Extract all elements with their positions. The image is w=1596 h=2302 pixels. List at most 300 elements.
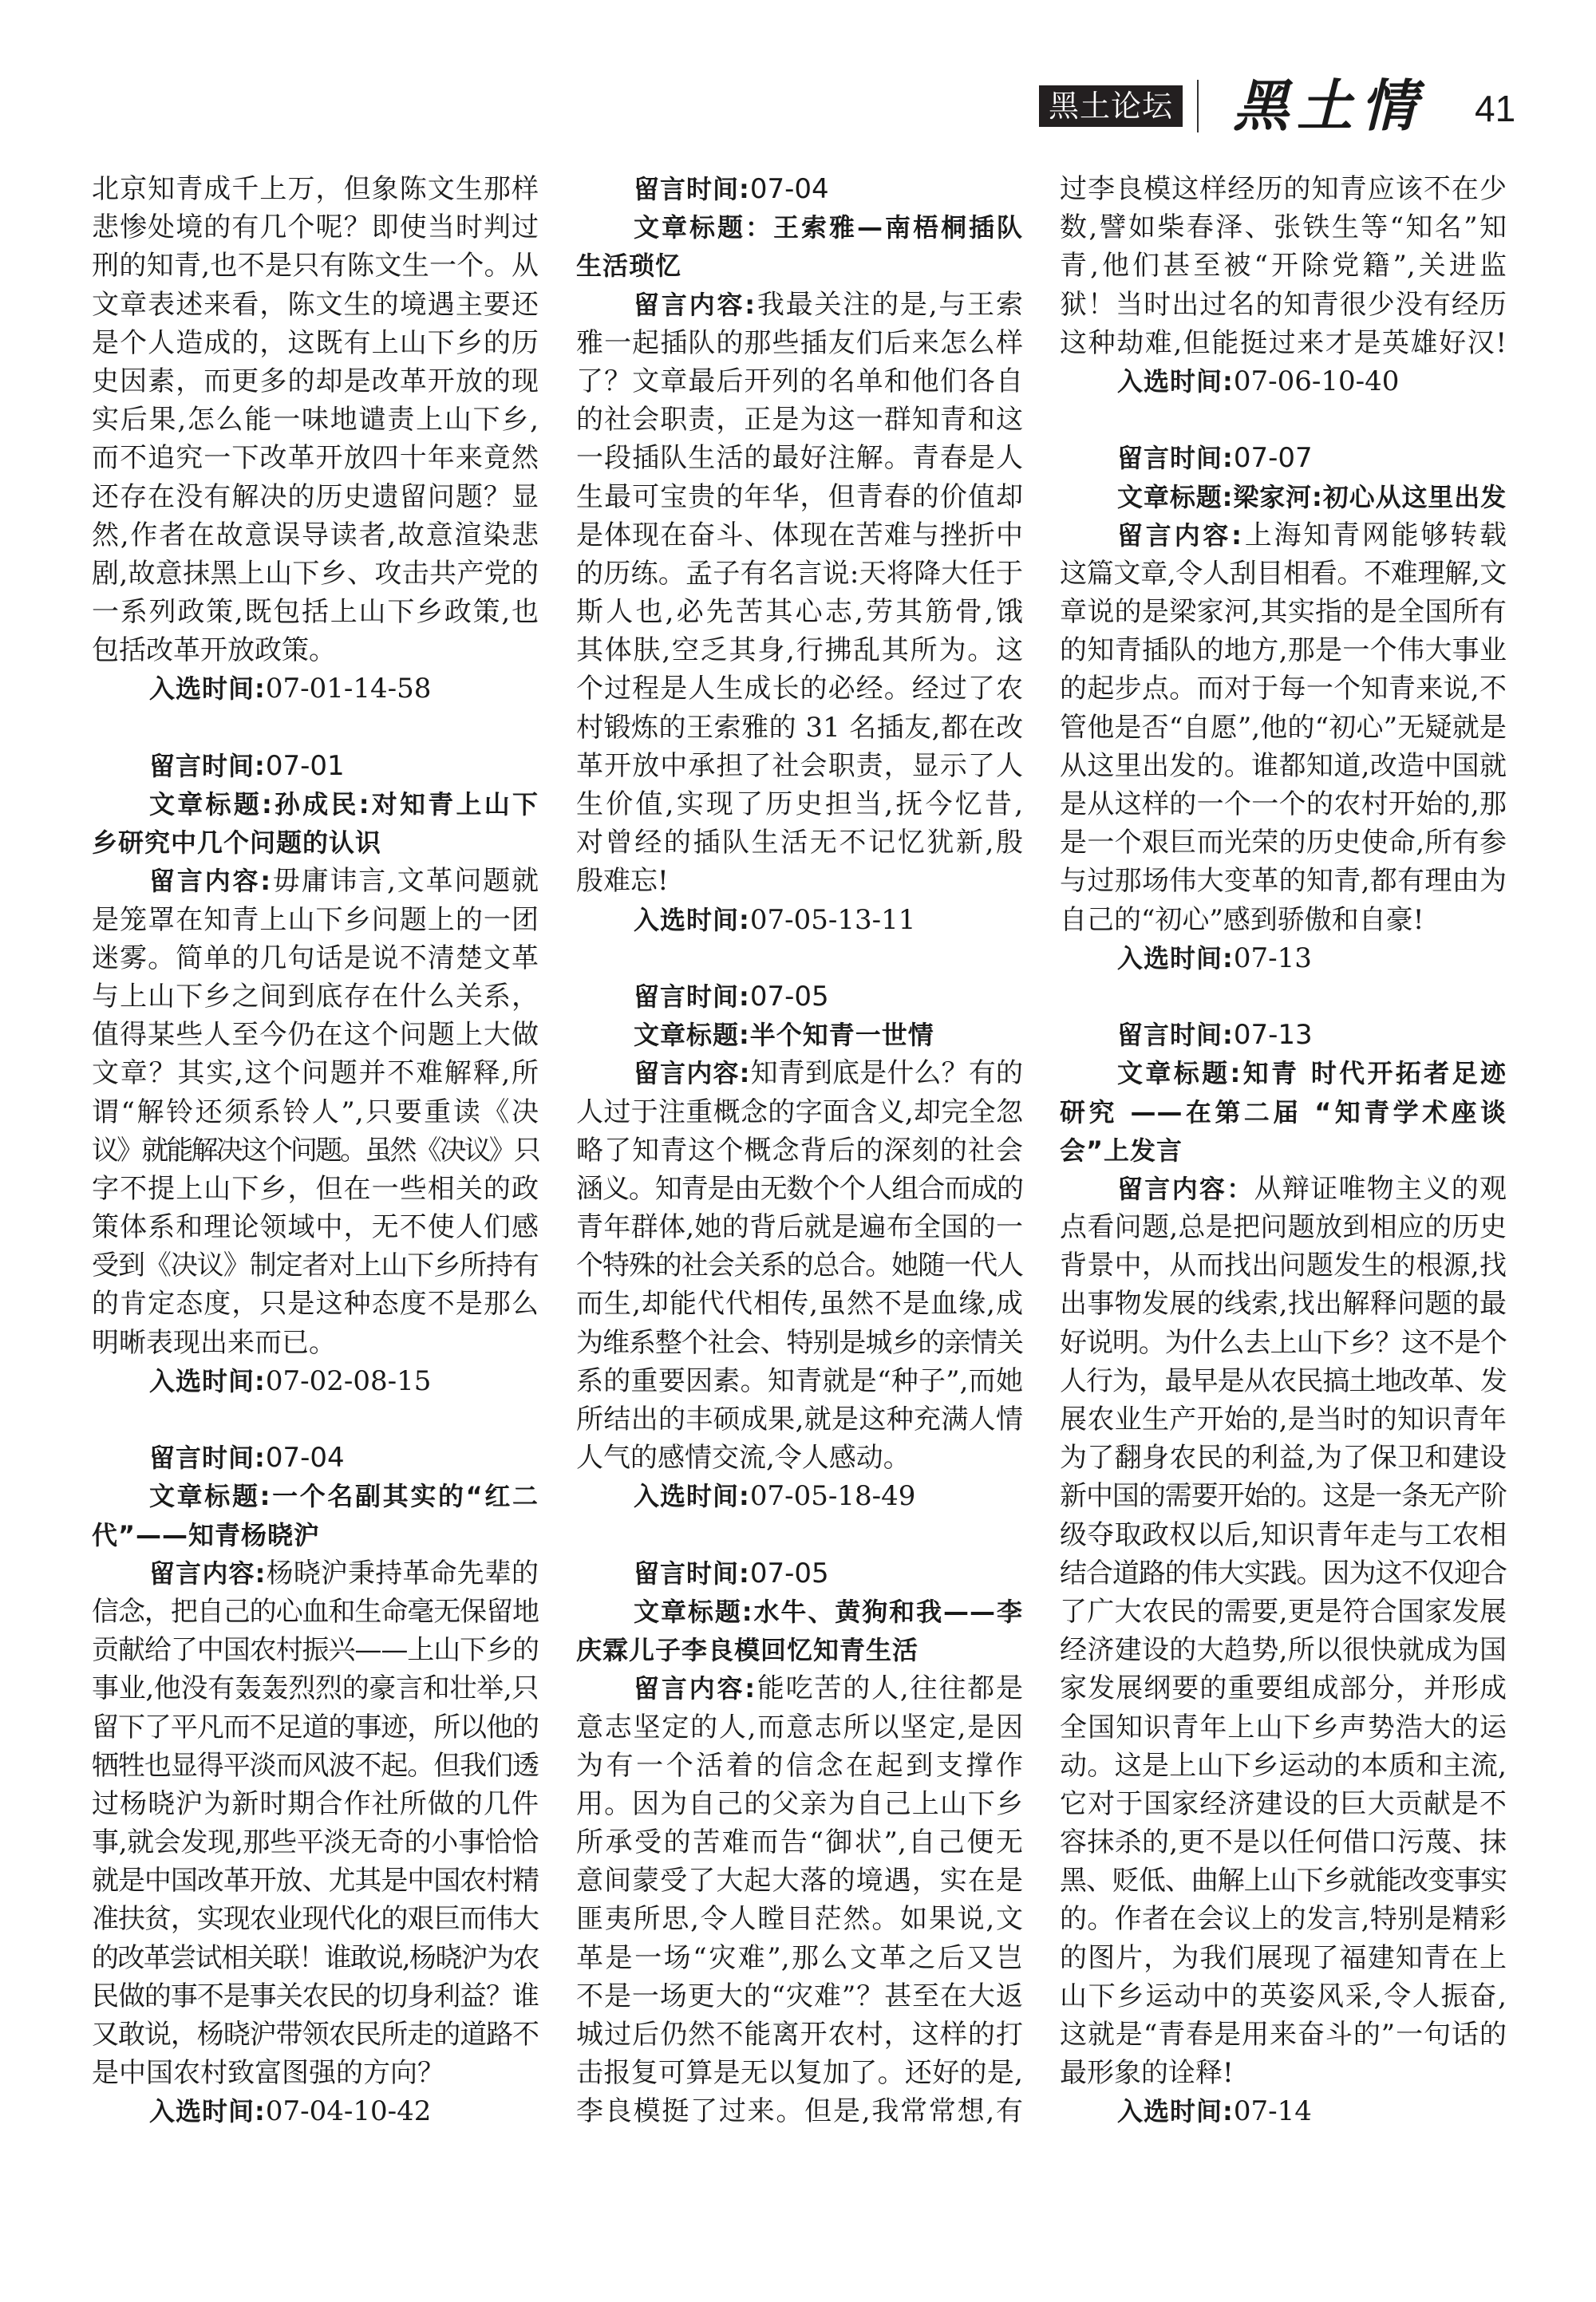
line-text: 谓“解铃还须系铃人”,只要重读《决 (92, 1096, 539, 1128)
line-text: 文章标题:知青 时代开拓者足迹 (1117, 1058, 1507, 1089)
body-line (576, 1977, 1023, 2016)
line-text: 所结出的丰硕成果,就是这种充满人情 (576, 1404, 1023, 1435)
field-value: 毋庸讳言,文革问题就 (271, 865, 539, 898)
field-value: 我最关注的是,与王索 (756, 288, 1023, 321)
line-text: 的肯定态度，只是这种态度不是那么 (92, 1288, 539, 1321)
body-line (576, 439, 1023, 477)
body-line (92, 901, 539, 939)
body-line (92, 439, 539, 477)
field-value: 07-13 (1233, 942, 1312, 974)
line-text: 民做的事不是事关农民的切身利益？谁 (92, 1980, 539, 2012)
line-text: 狱！当时出过名的知青很少没有经历 (1060, 288, 1507, 321)
line-text: 了？文章最后开列的名单和他们各自 (576, 365, 1023, 397)
line-text: 一系列政策,既包括上山下乡政策,也 (92, 596, 539, 629)
field-label: 留言内容: (149, 1558, 267, 1589)
body-line (576, 631, 1023, 669)
field-label: 留言内容: (634, 1673, 757, 1704)
line-text: 事业,他没有轰轰烈烈的豪言和壮举,只 (92, 1672, 539, 1705)
line-text: 全国知识青年上山下乡声势浩大的运 (1060, 1711, 1507, 1743)
body-line (576, 1439, 1023, 1477)
body-line (576, 362, 1023, 401)
body-line (92, 478, 539, 516)
body-line (92, 1054, 539, 1092)
line-text: 用。因为自己的父亲为自己上山下乡 (576, 1787, 1023, 1820)
line-text: 与过那场伟大变革的知青,都有理由为 (1060, 865, 1507, 898)
spacer (92, 1400, 539, 1439)
meta-line (1060, 939, 1507, 977)
body-line (1060, 1400, 1507, 1439)
line-text: 略了知青这个概念背后的深刻的社会 (576, 1134, 1023, 1167)
field-value: 能吃苦的人,往往都是 (756, 1672, 1023, 1705)
line-text: 乡研究中几个问题的认识 (92, 827, 382, 859)
line-text: 容抹杀的,更不是以任何借口污蔑、抹 (1060, 1826, 1507, 1859)
line-text: 贡献给了中国农村振兴——上山下乡的 (92, 1634, 539, 1667)
body-line (92, 1554, 539, 1593)
line-text: 其体肤,空乏其身,行拂乱其所为。这 (576, 634, 1023, 667)
body-line (1060, 2054, 1507, 2092)
body-line (576, 1285, 1023, 1323)
body-line (576, 1708, 1023, 1747)
line-text: 山下乡运动中的英姿风采,令人振奋, (1060, 1980, 1507, 2012)
meta-line (1060, 1016, 1507, 1054)
body-line (1060, 1862, 1507, 1900)
line-text: 结合道路的伟大实践。因为这不仅迎合 (1060, 1557, 1507, 1589)
line-text: 这就是“青春是用来奋斗的”一句话的 (1060, 2019, 1507, 2051)
body-line (92, 1939, 539, 1977)
body-line (92, 862, 539, 900)
body-line (92, 1747, 539, 1785)
line-text: 明晰表现出来而已。 (92, 1326, 336, 1359)
body-line (92, 516, 539, 555)
body-line (92, 555, 539, 593)
line-text: 会”上发言 (1060, 1135, 1183, 1166)
field-value: 07-13 (1233, 1019, 1313, 1052)
line-text: 的起步点。而对于每一个知青来说,不 (1060, 673, 1507, 705)
line-text: 还存在没有解决的历史遗留问题？显 (92, 480, 539, 513)
line-text: 文章表述来看，陈文生的境遇主要还 (92, 288, 539, 321)
line-text: 文章标题:孙成民:对知青上山下 (149, 789, 539, 819)
field-label: 入选时间: (634, 904, 750, 935)
field-label: 入选时间: (1117, 2096, 1234, 2127)
line-text: 生价值,实现了历史担当,抚今忆昔, (576, 788, 1023, 820)
line-text: 就是中国改革开放、尤其是中国农村精 (92, 1865, 539, 1897)
article-title-line (1060, 478, 1507, 516)
line-text: 为维系整个社会、特别是城乡的亲情关 (576, 1326, 1023, 1359)
body-line (576, 1362, 1023, 1400)
field-value: 07-01-14-58 (265, 673, 432, 705)
line-text: 一段插队生活的最好注解。青春是人 (576, 442, 1023, 475)
line-text: 为有一个活着的信念在起到支撑作 (576, 1749, 1023, 1782)
field-label: 留言内容： (1117, 1173, 1254, 1204)
line-text: 意志坚定的人,而意志所以坚定,是因 (576, 1711, 1023, 1743)
line-text: 文章？其实,这个问题并不难解释,所 (92, 1057, 539, 1090)
line-text: 的历练。孟子有名言说:天将降大任于 (576, 557, 1023, 590)
line-text: 议》就能解决这个问题。虽然《决议》只 (92, 1134, 539, 1167)
body-line (92, 1785, 539, 1823)
text-column-2 (576, 170, 1023, 2131)
line-text: 与上山下乡之间到底存在什么关系， (92, 980, 539, 1013)
body-line (576, 555, 1023, 593)
body-line (576, 785, 1023, 823)
body-line (576, 709, 1023, 747)
body-line (1060, 1939, 1507, 1977)
line-text: 而生,却能代代相传,虽然不是血缘,成 (576, 1288, 1023, 1321)
body-line (92, 1593, 539, 1631)
line-text: 管他是否“自愿”,他的“初心”无疑就是 (1060, 711, 1507, 744)
article-title-line (576, 1016, 1023, 1054)
body-line (92, 1016, 539, 1054)
line-text: 人过于注重概念的字面含义,却完全忽 (576, 1096, 1023, 1128)
field-label: 留言时间: (634, 981, 750, 1012)
body-line (576, 1900, 1023, 1938)
body-line (1060, 1362, 1507, 1400)
meta-line (1060, 362, 1507, 401)
line-text: 文章标题:梁家河:初心从这里出发 (1117, 481, 1507, 512)
line-text: 意间蒙受了大起大落的境遇，实在是 (576, 1865, 1023, 1897)
line-text: 剧,故意抹黑上山下乡、攻击共产党的 (92, 557, 539, 590)
body-line (92, 1324, 539, 1362)
line-text: 留下了平凡而不足道的事迹，所以他的 (92, 1711, 539, 1743)
body-line (1060, 1439, 1507, 1477)
line-text: 个特殊的社会关系的总合。她随一代人 (576, 1250, 1023, 1282)
body-line (576, 823, 1023, 862)
body-line (576, 401, 1023, 439)
article-title-line (92, 1477, 539, 1515)
line-text: 牺牲也显得平淡而风波不起。但我们透 (92, 1749, 539, 1782)
body-line (1060, 1900, 1507, 1938)
line-text: 文章标题：王索雅—南梧桐插队 (634, 212, 1023, 243)
spacer (92, 709, 539, 747)
line-text: 文章标题:一个名副其实的“红二 (149, 1481, 539, 1512)
body-line (92, 1093, 539, 1131)
body-line (1060, 1477, 1507, 1515)
field-label: 留言内容: (1117, 519, 1242, 551)
body-line (1060, 1246, 1507, 1285)
line-text: 青年群体,她的背后就是遍布全国的一 (576, 1211, 1023, 1244)
body-line (1060, 555, 1507, 593)
body-line (1060, 516, 1507, 555)
body-line (576, 1939, 1023, 1977)
body-line (576, 1131, 1023, 1170)
field-value: 杨晓沪秉持革命先辈的 (266, 1557, 539, 1589)
line-text: 城过后仍然不能离开农村，这样的打 (576, 2019, 1023, 2051)
body-line (92, 170, 539, 208)
line-text: 经济建设的大趋势,所以很快就成为国 (1060, 1634, 1507, 1667)
body-line (1060, 1708, 1507, 1747)
body-line (92, 208, 539, 247)
line-text: 又敢说，杨晓沪带领农民所走的道路不 (92, 2019, 539, 2051)
article-title-line (1060, 1131, 1507, 1170)
article-title-line (576, 247, 1023, 285)
body-line (576, 1246, 1023, 1285)
spacer (576, 1516, 1023, 1554)
field-value: 07-05-13-11 (749, 903, 916, 936)
spacer (1060, 977, 1507, 1016)
line-text: 级夺取政权以后,知识青年走与工农相 (1060, 1518, 1507, 1551)
article-title-line (576, 1631, 1023, 1669)
body-line (92, 1708, 539, 1747)
line-text: 出事物发展的线索,找出解释问题的最 (1060, 1288, 1507, 1321)
line-text: 革是一场“灾难”,那么文革之后又岂 (576, 1941, 1023, 1974)
body-line (92, 247, 539, 285)
body-line (576, 478, 1023, 516)
body-line (1060, 823, 1507, 862)
body-line (1060, 1669, 1507, 1708)
line-text: 的图片，为我们展现了福建知青在上 (1060, 1941, 1507, 1974)
body-line (1060, 593, 1507, 631)
line-text: 自己的“初心”感到骄傲和自豪! (1060, 903, 1424, 936)
body-line (1060, 1208, 1507, 1246)
line-text: 青,他们甚至被“开除党籍”,关进监 (1060, 250, 1507, 282)
field-label: 留言内容: (149, 866, 272, 897)
body-line (1060, 1285, 1507, 1323)
field-label: 入选时间: (634, 1481, 750, 1512)
line-text: 不是一场更大的“灾难”？甚至在大返 (576, 1980, 1023, 2012)
line-text: 信念，把自己的心血和生命毫无保留地 (92, 1595, 539, 1628)
line-text: 革开放中承担了社会职责，显示了人 (576, 749, 1023, 782)
line-text: 动。这是上山下乡运动的本质和主流, (1060, 1749, 1507, 1782)
body-line (1060, 1785, 1507, 1823)
header-divider (1197, 80, 1199, 132)
article-title-line (92, 823, 539, 862)
body-line (576, 1093, 1023, 1131)
body-line (576, 1785, 1023, 1823)
line-text: 的改革尝试相关联！谁敢说,杨晓沪为农 (92, 1941, 539, 1974)
article-title-line (92, 1516, 539, 1554)
line-text: 这篇文章,令人刮目相看。不难理解,文 (1060, 557, 1507, 590)
line-text: 受到《决议》制定者对上山下乡所持有 (92, 1250, 539, 1282)
line-text: 章说的是梁家河,其实指的是全国所有 (1060, 596, 1507, 629)
line-text: 人行为，最早是从农民搞土地改革、发 (1060, 1364, 1507, 1397)
body-line (576, 669, 1023, 708)
body-line (1060, 1593, 1507, 1631)
article-title-line (1060, 1054, 1507, 1092)
line-text: 黑、贬低、曲解上山下乡就能改变事实 (1060, 1865, 1507, 1897)
text-column-3 (1060, 170, 1507, 2131)
line-text: 策体系和理论领域中，无不使人们感 (92, 1211, 539, 1244)
page-number: 41 (1475, 88, 1516, 129)
body-line (1060, 669, 1507, 708)
field-label: 留言时间: (1117, 1020, 1234, 1051)
line-text: 的知青插队的地方,那是一个伟大事业 (1060, 634, 1507, 667)
body-line (576, 1208, 1023, 1246)
body-line (92, 1900, 539, 1938)
meta-line (92, 2092, 539, 2130)
meta-line (576, 170, 1023, 208)
meta-line (576, 1554, 1023, 1593)
field-value: 07-04 (749, 173, 829, 205)
body-line (92, 977, 539, 1016)
body-line (92, 1631, 539, 1669)
text-column-1 (92, 170, 539, 2131)
line-text: 刑的知青,也不是只有陈文生一个。从 (92, 250, 539, 282)
body-line (92, 1977, 539, 2016)
field-label: 留言内容: (634, 1058, 751, 1089)
line-text: 事,就会发现,那些平淡无奇的小事恰恰 (92, 1826, 539, 1859)
body-line (576, 1669, 1023, 1708)
line-text: 准扶贫，实现农业现代化的艰巨而伟大 (92, 1903, 539, 1936)
line-text: 从这里出发的。谁都知道,改造中国就 (1060, 749, 1507, 782)
body-line (576, 2054, 1023, 2092)
body-line (576, 1823, 1023, 1862)
body-line (92, 1131, 539, 1170)
field-value: 07-04 (265, 1442, 345, 1475)
body-line (92, 593, 539, 631)
line-text: 个过程是人生成长的必经。经过了农 (576, 673, 1023, 705)
line-text: 李良模挺了过来。但是,我常常想,有 (576, 2095, 1023, 2128)
line-text: 而不追究一下改革开放四十年来竟然 (92, 442, 539, 475)
meta-line (576, 977, 1023, 1016)
body-line (1060, 747, 1507, 785)
body-line (1060, 286, 1507, 324)
body-line (1060, 785, 1507, 823)
body-line (1060, 1977, 1507, 2016)
line-text: 文章标题:水牛、黄狗和我——李 (634, 1596, 1023, 1627)
line-text: 是一个艰巨而光荣的历史使命,所有参 (1060, 827, 1507, 859)
meta-line (92, 1362, 539, 1400)
body-line (1060, 862, 1507, 900)
line-text: 背景中，从而找出问题发生的根源,找 (1060, 1250, 1507, 1282)
line-text: 所承受的苦难而告“御状”,自己便无 (576, 1826, 1023, 1859)
line-text: 了广大农民的需要,更是符合国家发展 (1060, 1595, 1507, 1628)
line-text: 是体现在奋斗、体现在苦难与挫折中 (576, 519, 1023, 551)
meta-line (1060, 2092, 1507, 2130)
body-line (576, 1862, 1023, 1900)
body-line (92, 1208, 539, 1246)
line-text: 生活琐忆 (576, 251, 682, 282)
line-text: 殷难忘! (576, 865, 669, 898)
line-text: 涵义。知青是由无数个个人组合而成的 (576, 1172, 1023, 1205)
line-text: 包括改革开放政策。 (92, 634, 336, 667)
line-text: 匪夷所思,令人瞠目茫然。如果说,文 (576, 1903, 1023, 1936)
body-line (576, 516, 1023, 555)
body-line (92, 286, 539, 324)
body-line (1060, 1324, 1507, 1362)
line-text: 文章标题:半个知青一世情 (634, 1020, 934, 1051)
line-text: 庆霖儿子李良模回忆知青生活 (576, 1635, 919, 1666)
body-line (576, 1170, 1023, 1208)
meta-line (576, 1477, 1023, 1515)
article-title-line (92, 785, 539, 823)
line-text: 最形象的诠释! (1060, 2057, 1234, 2090)
field-label: 入选时间: (1117, 365, 1234, 397)
article-title-line (1060, 1093, 1507, 1131)
meta-line (1060, 439, 1507, 477)
article-title-line (576, 1593, 1023, 1631)
line-text: 过李良模这样经历的知青应该不在少 (1060, 173, 1507, 205)
article-title-line (576, 208, 1023, 247)
field-label: 留言时间: (634, 174, 750, 204)
line-text: 北京知青成千上万，但象陈文生那样 (92, 173, 539, 205)
field-value: 07-07 (1233, 442, 1313, 475)
line-text: 人气的感情交流,令人感动。 (576, 1442, 911, 1475)
line-text: 点看问题,总是把问题放到相应的历史 (1060, 1211, 1507, 1244)
line-text: 它对于国家经济建设的巨大贡献是不 (1060, 1787, 1507, 1820)
field-label: 入选时间: (1117, 942, 1234, 973)
body-line (92, 1285, 539, 1323)
field-value: 从辩证唯物主义的观 (1254, 1172, 1507, 1205)
body-line (1060, 2016, 1507, 2054)
line-text: 代”——知青杨晓沪 (92, 1519, 321, 1550)
body-line (576, 286, 1023, 324)
body-line (1060, 901, 1507, 939)
line-text: 研究 ——在第二届 “知青学术座谈 (1060, 1096, 1507, 1127)
body-line (576, 1324, 1023, 1362)
section-label: 黑土论坛 (1039, 85, 1183, 127)
line-text: 值得某些人至今仍在这个问题上大做 (92, 1019, 539, 1052)
line-text: 是笼罩在知青上山下乡问题上的一团 (92, 903, 539, 936)
field-label: 留言时间: (1117, 443, 1234, 474)
line-text: 的。作者在会议上的发言,特别是精彩 (1060, 1903, 1507, 1936)
body-line (1060, 1170, 1507, 1208)
line-text: 然,作者在故意误导读者,故意渲染悲 (92, 519, 539, 551)
spacer (1060, 401, 1507, 439)
field-label: 入选时间: (149, 2096, 266, 2127)
body-line (1060, 170, 1507, 208)
field-label: 留言时间: (149, 750, 266, 781)
body-line (576, 324, 1023, 362)
body-line (92, 1246, 539, 1285)
body-line (576, 1400, 1023, 1439)
field-value: 07-06-10-40 (1233, 365, 1400, 397)
field-value: 07-05 (749, 1557, 829, 1589)
body-line (92, 401, 539, 439)
line-text: 史因素，而更多的却是改革开放的现 (92, 365, 539, 397)
field-label: 入选时间: (149, 1365, 266, 1396)
line-text: 击报复可算是无以复加了。还好的是, (576, 2057, 1023, 2090)
field-value: 07-04-10-42 (265, 2095, 432, 2128)
body-line (1060, 1631, 1507, 1669)
body-line (92, 631, 539, 669)
line-text: 是个人造成的，这既有上山下乡的历 (92, 326, 539, 359)
field-label: 留言时间: (634, 1558, 750, 1589)
field-value: 知青到底是什么？有的 (750, 1057, 1023, 1090)
body-line (1060, 1516, 1507, 1554)
line-text: 村锻炼的王索雅的 31 名插友,都在改 (576, 711, 1023, 744)
line-text: 字不提上山下乡，但在一些相关的政 (92, 1172, 539, 1205)
line-text: 生最可宝贵的年华，但青春的价值却 (576, 480, 1023, 513)
field-label: 入选时间: (149, 673, 266, 705)
body-line (1060, 709, 1507, 747)
meta-line (92, 669, 539, 708)
line-text: 为了翻身农民的利益,为了保卫和建设 (1060, 1442, 1507, 1475)
body-line (576, 1054, 1023, 1092)
line-text: 对曾经的插队生活无不记忆犹新,殷 (576, 827, 1023, 859)
line-text: 实后果,怎么能一味地谴责上山下乡, (92, 404, 539, 436)
field-label: 留言内容: (634, 289, 757, 320)
line-text: 好说明。为什么去上山下乡？这不是个 (1060, 1326, 1507, 1359)
body-line (92, 362, 539, 401)
body-line (576, 2016, 1023, 2054)
line-text: 新中国的需要开始的。这是一条无产阶 (1060, 1480, 1507, 1513)
body-line (576, 593, 1023, 631)
line-text: 家发展纲要的重要组成部分，并形成 (1060, 1672, 1507, 1705)
body-line (1060, 208, 1507, 247)
line-text: 悲惨处境的有几个呢？即使当时判过 (92, 211, 539, 244)
line-text: 是从这样的一个一个的农村开始的,那 (1060, 788, 1507, 820)
body-line (1060, 631, 1507, 669)
line-text: 这种劫难,但能挺过来才是英雄好汉! (1060, 326, 1507, 359)
field-value: 07-05 (749, 980, 829, 1013)
field-value: 07-05-18-49 (749, 1480, 916, 1513)
body-line (92, 939, 539, 977)
body-line (1060, 247, 1507, 285)
line-text: 数,譬如柴春泽、张铁生等“知名”知 (1060, 211, 1507, 244)
line-text: 斯人也,必先苦其心志,劳其筋骨,饿 (576, 596, 1023, 629)
body-line (576, 2092, 1023, 2130)
body-line (1060, 1554, 1507, 1593)
body-line (92, 2016, 539, 2054)
